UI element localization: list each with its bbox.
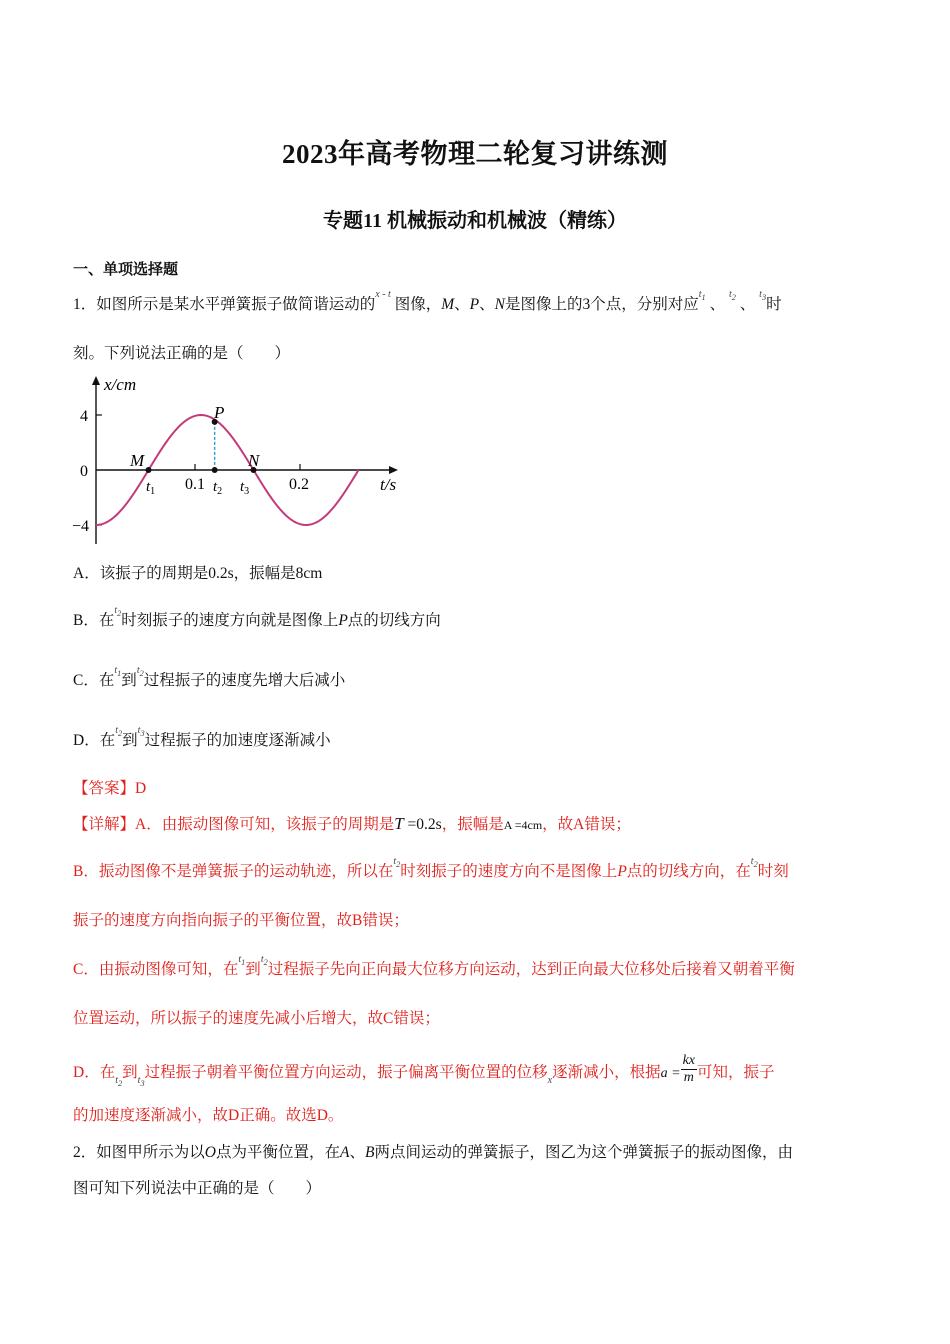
q2-line2: 图可知下列说法中正确的是（ ）: [73, 1180, 322, 1197]
label-m: M: [130, 451, 145, 470]
detail-d1: D．在$_{t_2}$到$_{t_3}$过程振子朝着平衡位置方向运动，振子偏离平衡位置的位移$_x$逐渐减小，根据a = $\frac{kx}{m}$ 可知，振子: [73, 1053, 775, 1089]
point-t2: [212, 467, 218, 473]
detail-a: 【详解】A．由振动图像可知，该振子的周期是T =0.2s，振幅是A =4cm，故A错误；: [73, 814, 631, 833]
label-t1: $t_1$: [146, 479, 156, 497]
section-heading: 一、单项选择题: [73, 262, 179, 278]
label-p: P: [214, 403, 225, 422]
detail-b2: 振子的速度方向指向振子的平衡位置，故B错误；: [73, 912, 409, 929]
x-axis-label: t/s: [380, 475, 397, 494]
point-m: [146, 467, 152, 473]
q2-line1: 2．如图甲所示为以O点为平衡位置，在A、B两点间运动的弹簧振子，图乙为这个弹簧振子的振动图像，由: [73, 1144, 793, 1161]
y-tick-neg4: −4: [72, 518, 90, 535]
answer-label: 【答案】D: [73, 780, 147, 797]
label-t2: $t_2$: [213, 479, 223, 497]
page-title: 2023年高考物理二轮复习讲练测: [282, 139, 668, 169]
detail-c1: C．由振动图像可知，在$^{t_1}$到$^{t_2}$过程振子先向正向最大位移方向运动，达到正向最大位移处后接着又朝着平衡: [73, 954, 795, 978]
y-axis-label: x/cm: [104, 375, 137, 394]
page-subtitle: 专题11 机械振动和机械波（精练）: [323, 210, 627, 232]
x-axis-arrow: [389, 466, 398, 474]
x-tick-0.2: 0.2: [289, 476, 309, 493]
option-b: B．在$^{t_2}$时刻振子的速度方向就是图像上P点的切线方向: [73, 605, 441, 629]
label-n: N: [248, 451, 260, 470]
option-c: C．在$^{t_1}$到$^{t_2}$过程振子的速度先增大后减小: [73, 665, 346, 689]
label-t3: $t_3$: [240, 479, 250, 497]
q1-line1: 1．如图所示是某水平弹簧振子做简谐运动的$^{x - t}$ 图像，M、P、N是图像上的3个点，分别对应$^{t_1}$ 、 $^{t_2}$ 、 $^{t_3}$时: [73, 289, 782, 313]
x-tick-0.1: 0.1: [185, 476, 205, 493]
y-axis-arrow: [92, 376, 100, 385]
detail-d2: 的加速度逐渐减小，故D正确。故选D。: [73, 1107, 344, 1124]
y-tick-4: 4: [80, 408, 88, 425]
option-a: A．该振子的周期是0.2s，振幅是8cm: [73, 565, 323, 582]
xt-graph: [70, 372, 410, 552]
fraction-kx-m: $\frac{kx}{m}$: [682, 1053, 695, 1085]
option-d: D．在$^{t_2}$到$^{t_3}$过程振子的加速度逐渐减小: [73, 725, 331, 749]
detail-c2: 位置运动，所以振子的速度先减小后增大，故C错误；: [73, 1010, 440, 1027]
y-tick-0: 0: [80, 463, 88, 480]
q1-line2: 刻。下列说法正确的是（ ）: [73, 345, 291, 362]
detail-b1: B．振动图像不是弹簧振子的运动轨迹，所以在$^{t_2}$时刻振子的速度方向不是图像上P点的切线方向，在$^{t_2}$时刻: [73, 856, 789, 880]
